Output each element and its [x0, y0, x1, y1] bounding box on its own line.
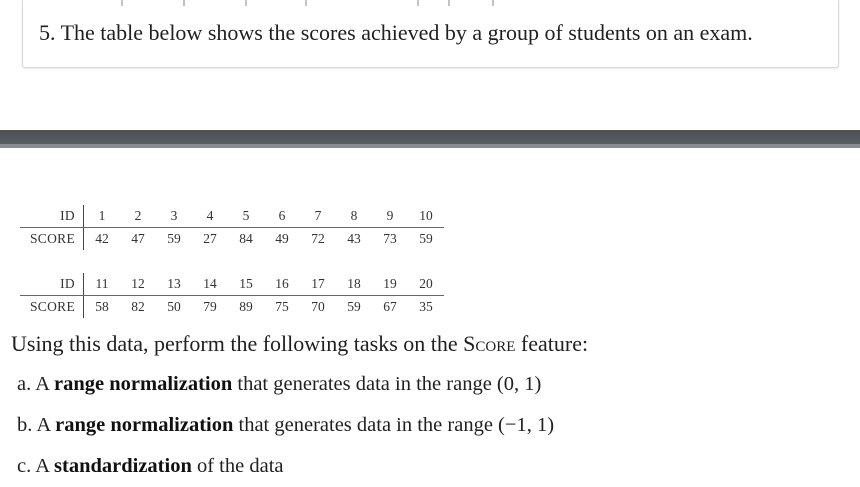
score-cell: 27	[203, 231, 217, 246]
id-cell: 18	[336, 273, 372, 296]
score-cell: 79	[203, 299, 217, 314]
score-cell: 59	[167, 231, 181, 246]
score-cell: 72	[311, 231, 325, 246]
score-cell: 59	[419, 231, 433, 246]
id-row	[20, 205, 444, 228]
score-cell: 59	[347, 299, 361, 314]
score-cell: 67	[383, 299, 397, 314]
id-cell: 13	[156, 273, 192, 296]
id-cell: 17	[300, 273, 336, 296]
id-cell: 11	[84, 273, 121, 296]
score-label: SCORE	[20, 228, 84, 251]
intro-before: Using this data, perform the following tasks on the	[11, 331, 464, 356]
id-cell: 2	[120, 205, 156, 228]
score-cell: 47	[131, 231, 145, 246]
id-cell: 12	[120, 273, 156, 296]
id-label: ID	[20, 273, 84, 296]
score-cell: 75	[275, 299, 289, 314]
task-c	[17, 455, 284, 478]
id-cell: 9	[372, 205, 408, 228]
score-cell: 49	[275, 231, 289, 246]
score-row	[20, 228, 444, 251]
score-cell: 43	[347, 231, 361, 246]
score-table-1	[20, 205, 444, 250]
id-row	[20, 273, 444, 296]
task-prefix: a. A	[17, 373, 55, 395]
task-suffix: that generates data in the range (0, 1)	[232, 373, 542, 395]
task-a	[17, 373, 541, 396]
id-cell: 15	[228, 273, 264, 296]
question-panel	[22, 0, 839, 68]
question-title: 5. The table below shows the scores achieved by a group of students on an exam.	[39, 20, 753, 45]
score-cell: 70	[311, 299, 325, 314]
id-cell: 7	[300, 205, 336, 228]
id-cell: 19	[372, 273, 408, 296]
id-cell: 3	[156, 205, 192, 228]
score-cell: 42	[95, 231, 109, 246]
task-suffix: of the data	[191, 455, 284, 477]
task-suffix: that generates data in the range (−1, 1)	[233, 414, 555, 436]
id-cell: 14	[192, 273, 228, 296]
id-cell: 1	[84, 205, 121, 228]
id-cell: 6	[264, 205, 300, 228]
id-cell: 5	[228, 205, 264, 228]
score-cell: 84	[239, 231, 253, 246]
divider-bar	[0, 130, 860, 148]
task-b	[17, 414, 554, 437]
score-cell: 82	[131, 299, 145, 314]
score-cell: 89	[239, 299, 253, 314]
id-cell: 16	[264, 273, 300, 296]
score-cell: 35	[419, 299, 433, 314]
id-cell: 8	[336, 205, 372, 228]
id-cell: 10	[408, 205, 444, 228]
score-cell: 73	[383, 231, 397, 246]
feature-name: Score	[463, 331, 516, 356]
score-label: SCORE	[20, 296, 84, 319]
score-cell: 58	[95, 299, 109, 314]
instructions-text	[11, 331, 588, 357]
task-emphasis: standardization	[54, 455, 192, 477]
id-cell: 20	[408, 273, 444, 296]
score-table-2	[20, 273, 444, 318]
task-emphasis: range normalization	[54, 373, 233, 395]
score-row	[20, 296, 444, 319]
task-emphasis: range normalization	[55, 414, 234, 436]
intro-after: feature:	[515, 331, 589, 356]
task-prefix: c. A	[17, 455, 55, 477]
task-prefix: b. A	[17, 414, 56, 436]
score-cell: 50	[167, 299, 181, 314]
id-label: ID	[20, 205, 84, 228]
id-cell: 4	[192, 205, 228, 228]
